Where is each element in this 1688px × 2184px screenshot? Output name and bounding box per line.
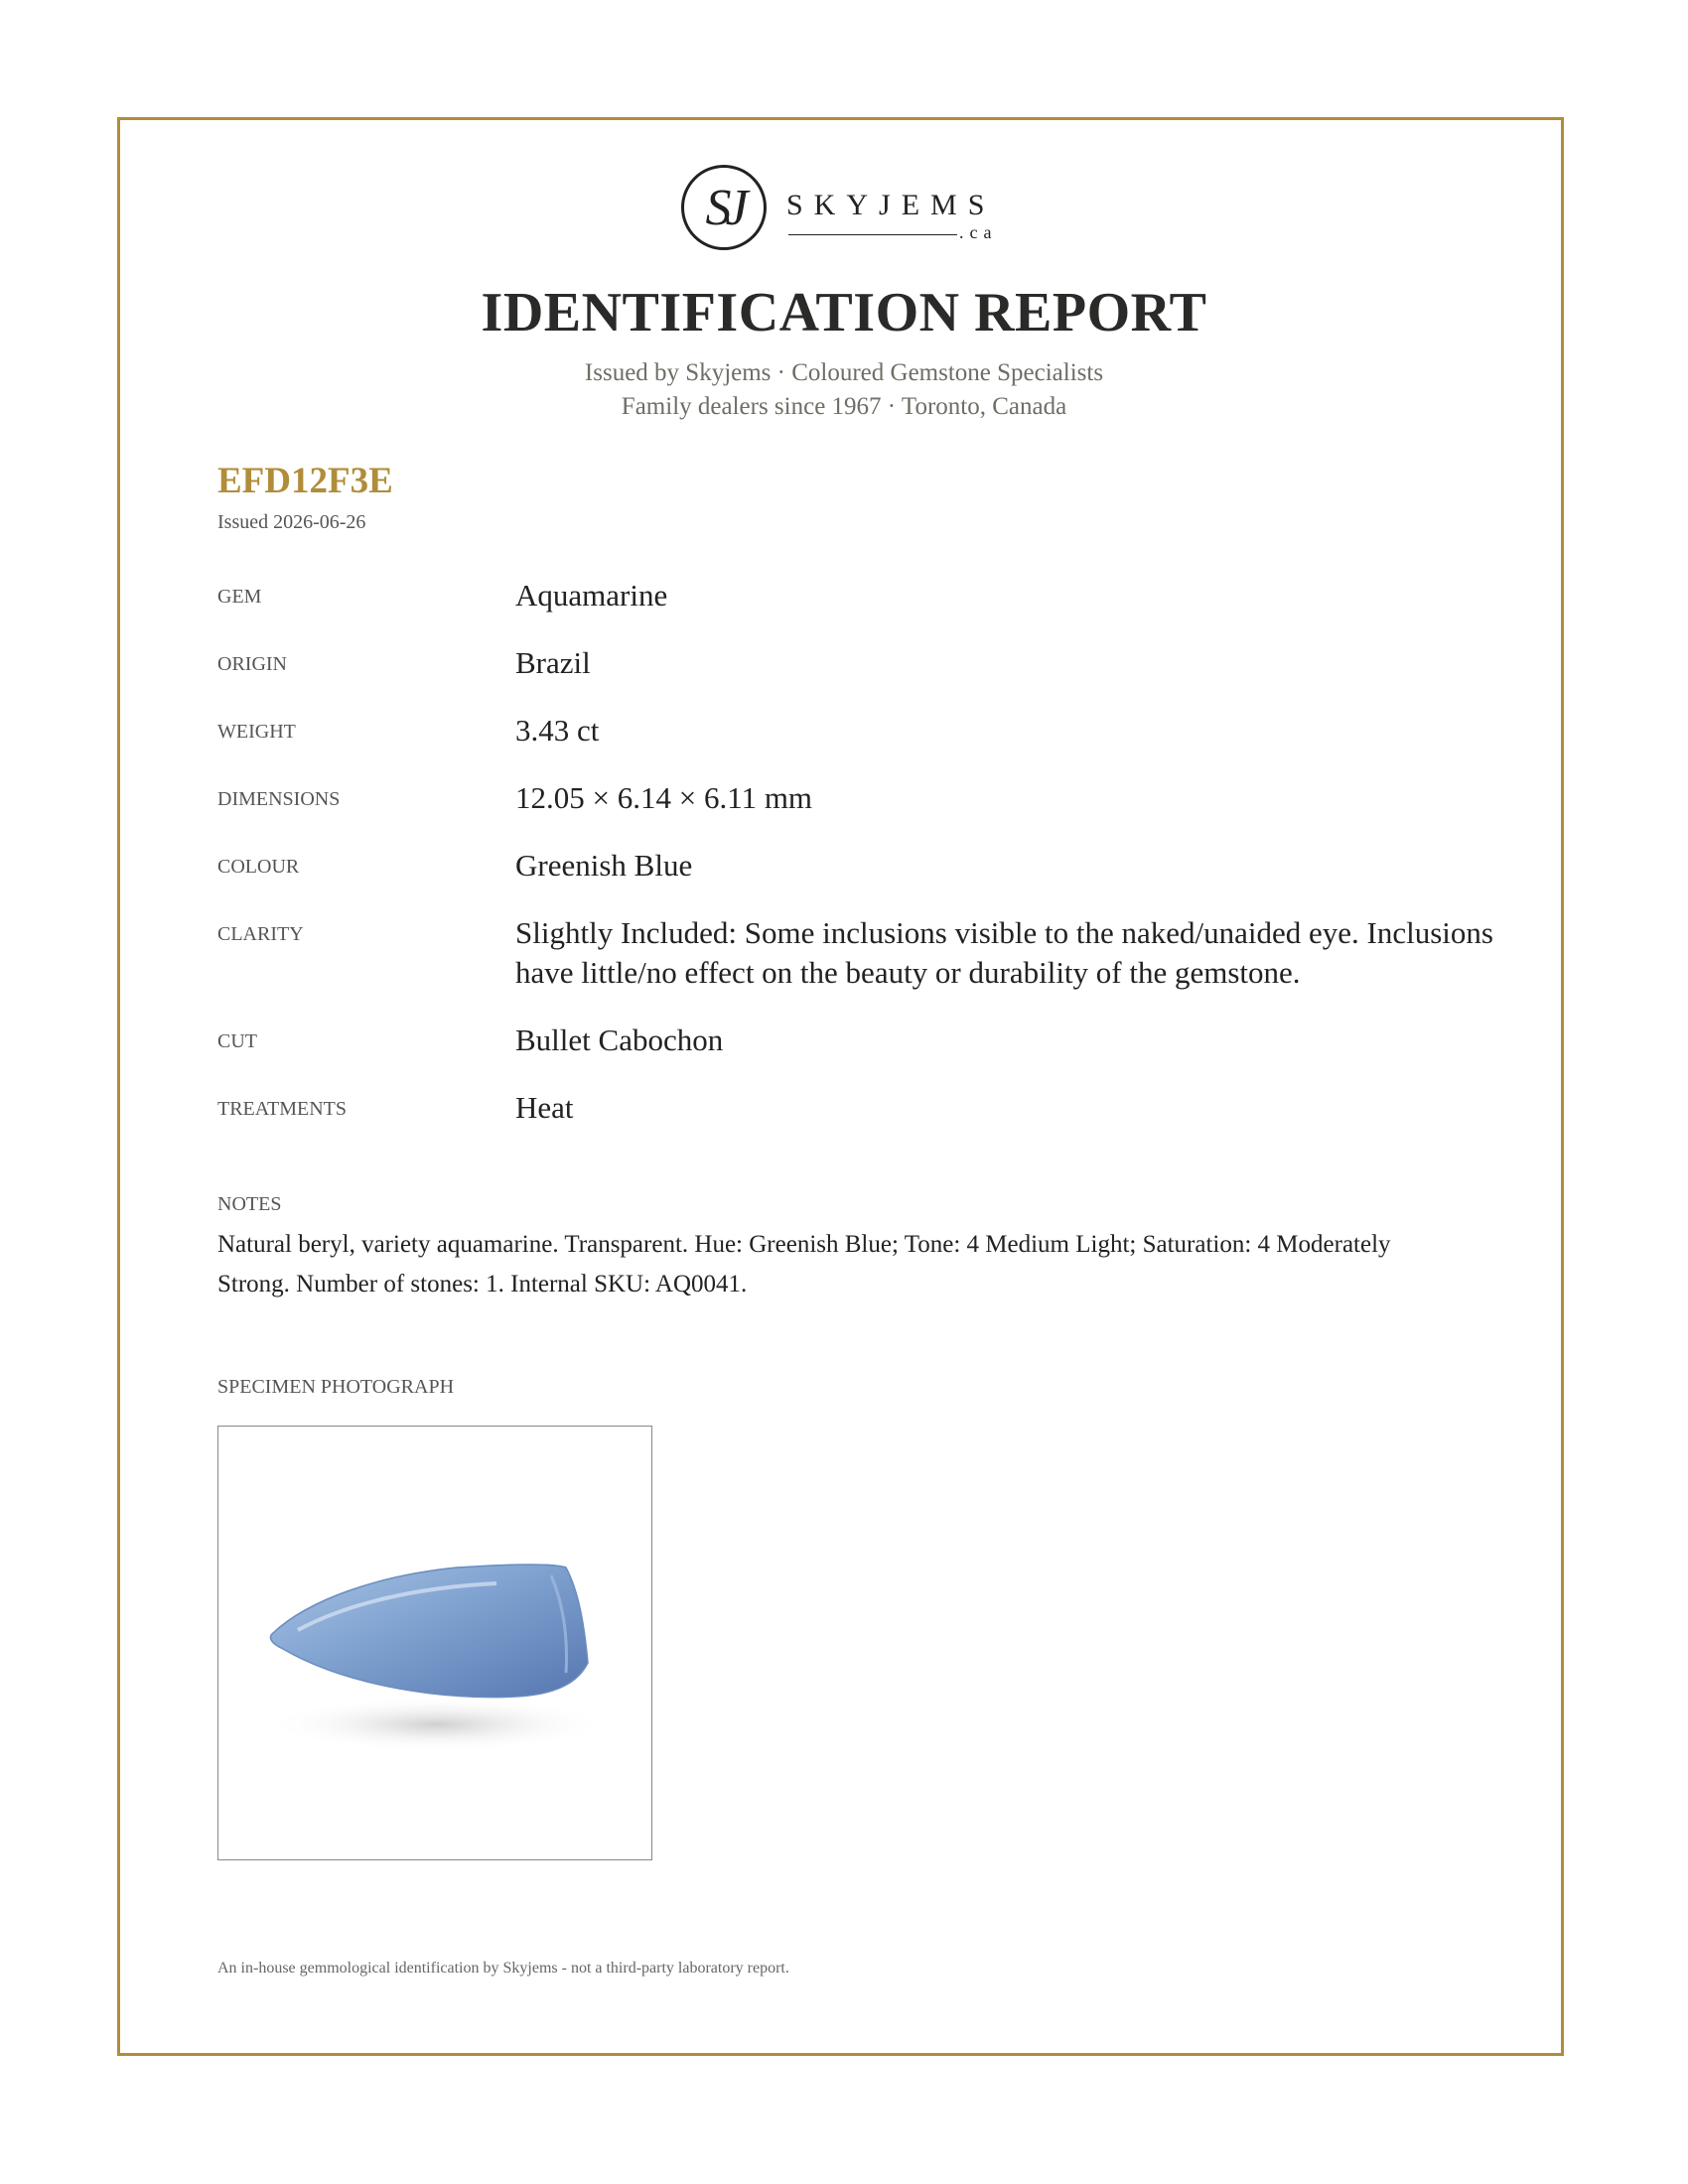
detail-value: Bullet Cabochon [515, 1023, 724, 1057]
gem-image [218, 1427, 650, 1858]
detail-label: ORIGIN [217, 653, 287, 675]
detail-label: GEM [217, 586, 262, 608]
detail-value: 3.43 ct [515, 713, 600, 748]
brand-tld: .ca [959, 222, 998, 242]
subtitle-location: Family dealers since 1967 · Toronto, Canada [621, 393, 1067, 420]
issue-date: Issued 2026-06-26 [217, 511, 366, 533]
detail-label: COLOUR [217, 856, 300, 878]
detail-value: Brazil [515, 645, 591, 680]
gem-body [270, 1565, 588, 1698]
brand-logo [681, 165, 1009, 260]
detail-value: 12.05 × 6.14 × 6.11 mm [515, 780, 813, 815]
gem-shadow [268, 1697, 606, 1752]
brand-rule [788, 234, 957, 235]
photo-label: SPECIMEN PHOTOGRAPH [217, 1376, 455, 1398]
detail-value: Slightly Included: Some inclusions visible to the naked/unaided eye. Inclusions have little/no effect on the beauty or durability of the gemstone. [515, 915, 1493, 990]
page-title: IDENTIFICATION REPORT [481, 282, 1207, 343]
subtitle-issuer: Issued by Skyjems · Coloured Gemstone Specialists [584, 359, 1104, 386]
detail-label: CLARITY [217, 923, 304, 945]
notes-text: Natural beryl, variety aquamarine. Transparent. Hue: Greenish Blue; Tone: 4 Medium Light; Saturation: 4 Moderately Strong. Number of stones: 1. Internal SKU: AQ0041. [217, 1231, 1391, 1297]
footer-disclaimer: An in-house gemmological identification by Skyjems - not a third-party laboratory report. [217, 1960, 789, 1977]
detail-label: DIMENSIONS [217, 788, 341, 810]
detail-label: CUT [217, 1030, 257, 1052]
detail-label: WEIGHT [217, 721, 296, 743]
detail-value: Greenish Blue [515, 848, 693, 883]
report-id: EFD12F3E [217, 461, 393, 501]
brand-name: SKYJEMS [786, 189, 996, 221]
detail-value: Aquamarine [515, 578, 668, 613]
notes-label: NOTES [217, 1193, 282, 1215]
detail-label: TREATMENTS [217, 1098, 347, 1120]
monogram-icon: SJ [681, 165, 767, 250]
specimen-photo [217, 1426, 652, 1860]
detail-value: Heat [515, 1090, 574, 1125]
